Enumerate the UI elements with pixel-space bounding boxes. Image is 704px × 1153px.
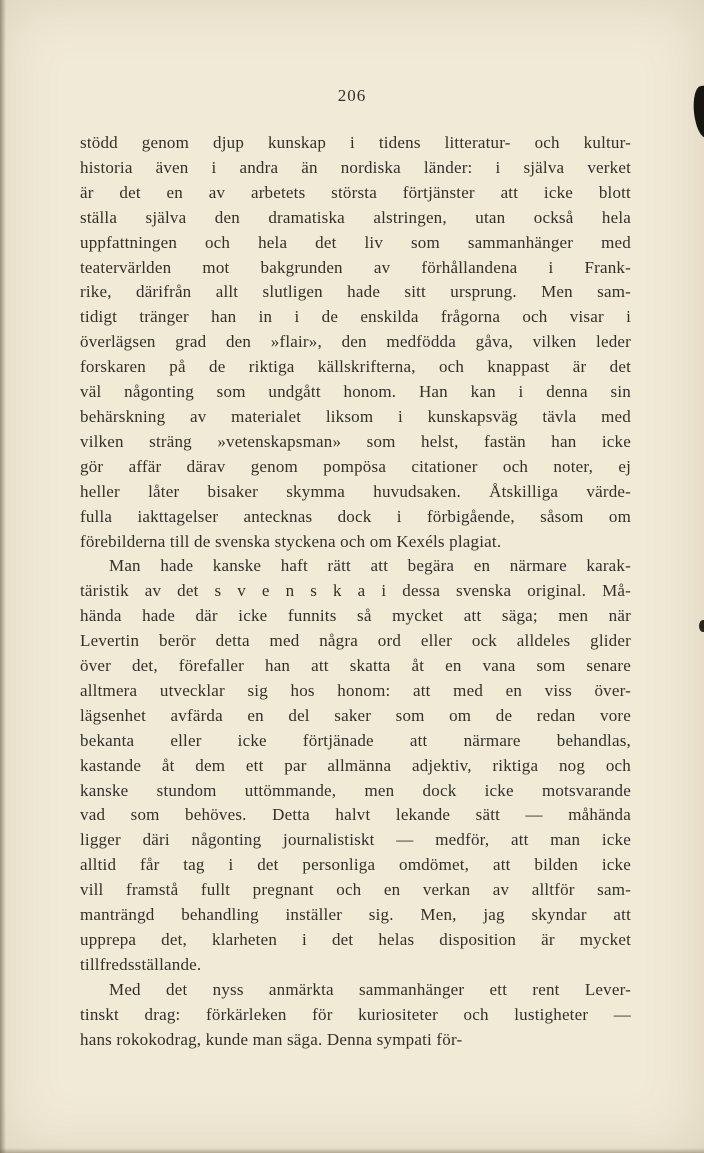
text-line: tinskt drag: förkärleken för kuriositeter och lustigheter — [80,1004,631,1024]
text-line: alltid får tag i det personliga omdömet, att bilden icke [80,855,631,875]
text-line: historia även i andra än nordiska länder: i själva verket [80,157,631,177]
text-line: överlägsen grad den »flair», den medfödda gåva, vilken leder [80,332,631,352]
text-line: väl någonting som undgått honom. Han kan i denna sin [80,382,631,402]
text-line: Levertin berör detta med några ord eller ock alldeles glider [80,631,631,651]
text-line: manträngd behandling inställer sig. Men, jag skyndar att [80,905,631,925]
scan-artifact-left-edge [0,0,6,1153]
text-line: forskaren på de riktiga källskrifterna, och knappast är det [80,357,631,377]
text-line: är det en av arbetets största förtjänster att icke blott [80,182,631,202]
text-line: vill framstå fullt pregnant och en verkan av alltför sam- [80,880,631,900]
scan-artifact-bottom-edge [0,1148,704,1153]
text-line: rike, därifrån allt slutligen hade sitt ursprung. Men sam- [80,282,631,302]
text-line: vilken sträng »vetenskapsman» som helst, fastän han icke [80,431,631,451]
text-line: Med det nyss anmärkta sammanhänger ett rent Lever- [109,979,631,999]
text-line: Man hade kanske haft rätt att begära en närmare karak- [109,556,631,576]
text-line: upprepa det, klarheten i det helas disposition är mycket [80,930,631,949]
text-line: behärskning av materialet liksom i kunskapsväg tävla med [80,406,631,426]
text-line: uppfattningen och hela det liv som sammanhänger med [80,232,631,252]
text-line: hända hade där icke funnits så mycket att säga; men när [80,606,631,626]
text-line: tidigt tränger han in i de enskilda frågorna och visar i [80,307,631,327]
text-line: kanske stundom uttömmande, men dock icke motsvarande [80,780,631,800]
page-text [80,131,631,1053]
text-line: teatervärlden mot bakgrunden av förhållandena i Frank- [80,257,631,277]
text-line: alltmera utvecklar sig hos honom: att med en viss över- [80,680,631,700]
page-number: 206 [337,86,367,105]
text-line: vad som behöves. Detta halvt lekande sätt — måhända [80,805,631,825]
scan-artifact-mid-right-blot [699,620,704,632]
text-line: förebilderna till de svenska styckena och om Kexéls plagiat. [80,531,502,551]
text-line: gör affär därav genom pompösa citationer och noter, ej [80,456,631,476]
text-line: tillfredsställande. [80,954,202,974]
text-line: täristik av det s v e n s k a i dessa svenska original. Må- [80,581,631,601]
text-line: bekanta eller icke förtjänade att närmare behandlas, [80,730,631,750]
text-line: ställa själva den dramatiska alstringen, utan också hela [80,207,631,227]
text-line: över det, förefaller han att skatta åt en vana som senare [80,656,631,676]
text-line: lägsenhet avfärda en del saker som om de redan vore [80,705,631,725]
text-line: stödd genom djup kunskap i tidens litteratur- och kultur- [80,133,631,152]
text-line: hans rokokodrag, kunde man säga. Denna sympati för- [80,1029,463,1049]
text-line: ligger däri någonting journalistiskt — medför, att man icke [80,830,631,850]
text-line: fulla iakttagelser antecknas dock i förbigående, såsom om [80,506,631,526]
text-line: heller låter bisaker skymma huvudsaken. Åtskilliga värde- [80,481,631,501]
text-line: kastande åt dem ett par allmänna adjektiv, riktiga nog och [80,755,631,775]
